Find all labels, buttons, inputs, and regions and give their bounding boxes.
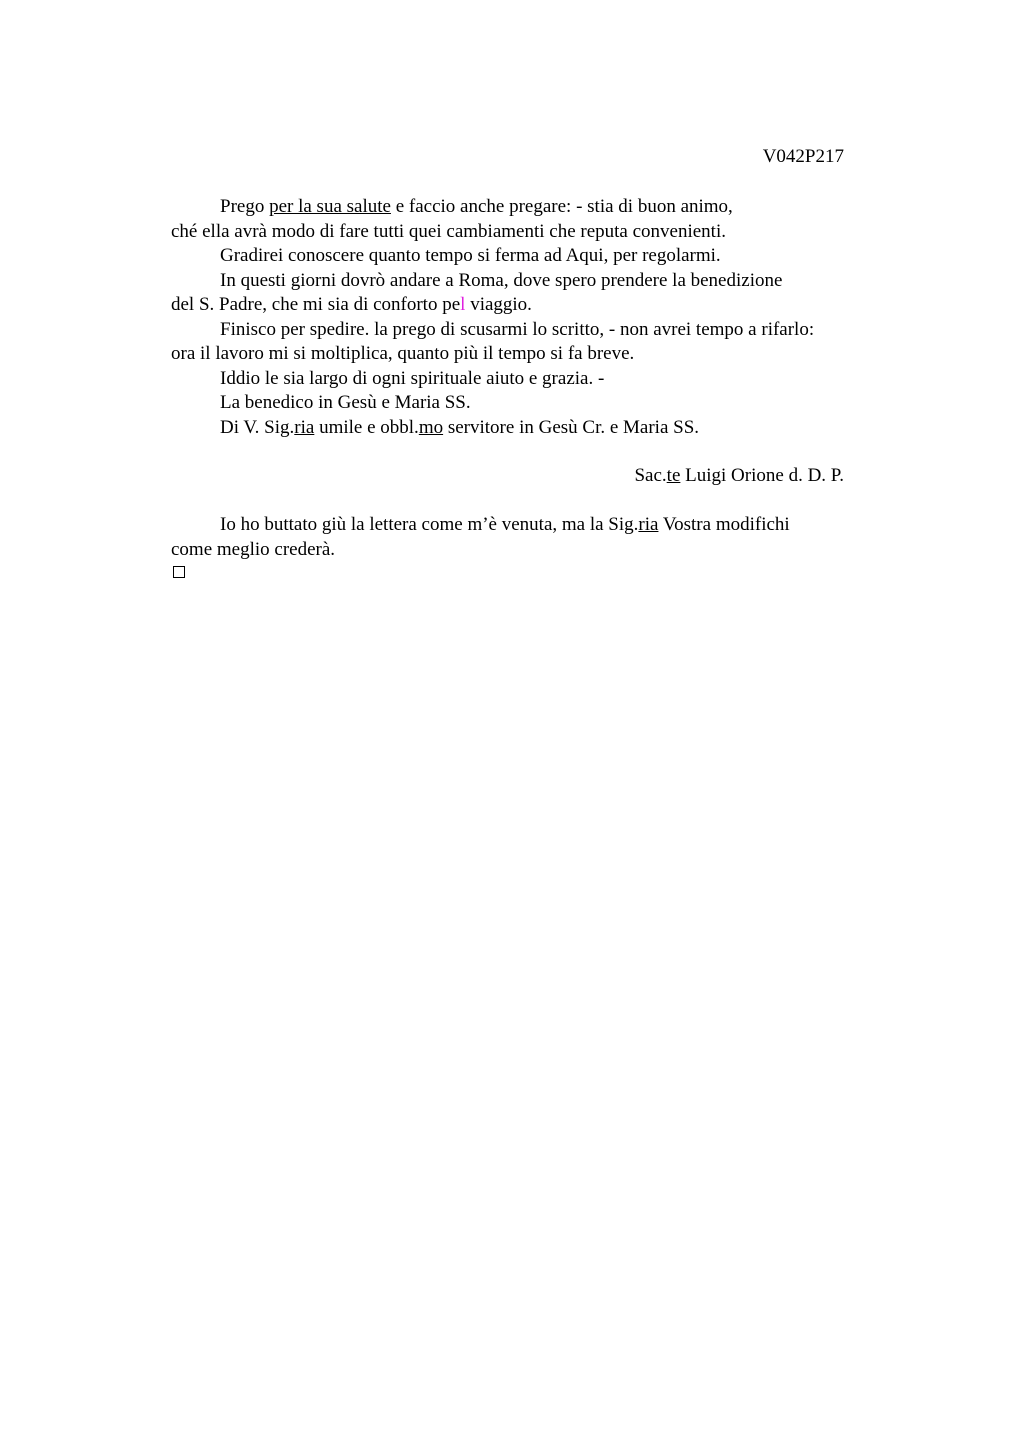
postscript-line: Io ho buttato giù la lettera come m’è venuta, ma la Sig.ria Vostra modifichi [220,514,790,535]
letter-line: Prego per la sua salute e faccio anche pregare: - stia di buon animo, [220,196,733,217]
letter-line: Di V. Sig.ria umile e obbl.mo servitore in Gesù Cr. e Maria SS. [220,416,700,438]
page-id: V042P217 [762,146,844,167]
signature: Sac.te Luigi Orione d. D. P. [634,465,844,486]
letter-line: Iddio le sia largo di ogni spirituale aiuto e grazia. - [220,367,605,389]
underlined-text: ria [638,514,659,535]
underlined-text: ria [294,416,315,438]
letter-line: ché ella avrà modo di fare tutti quei cambiamenti che reputa convenienti. [171,220,726,242]
letter-line: Gradirei conoscere quanto tempo si ferma ad Aqui, per regolarmi. [220,245,721,266]
highlighted-letter: l [460,294,466,315]
underlined-text: te [666,465,681,486]
letter-line: La benedico in Gesù e Maria SS. [220,392,471,413]
underlined-text: mo [418,416,444,438]
square-box-icon [173,566,185,578]
letter-body [171,195,871,440]
postscript-line: come meglio crederà. [171,538,336,560]
letter-line: ora il lavoro mi si moltiplica, quanto più il tempo si fa breve. [171,343,635,364]
postscript [171,513,871,562]
letter-line: del S. Padre, che mi sia di conforto pel viaggio. [171,294,532,315]
letter-line: Finisco per spedire. la prego di scusarmi lo scritto, - non avrei tempo a rifarlo: [220,318,815,340]
letter-line: In questi giorni dovrò andare a Roma, dove spero prendere la benedizione [220,269,783,291]
underlined-text: per la sua salute [269,196,391,217]
